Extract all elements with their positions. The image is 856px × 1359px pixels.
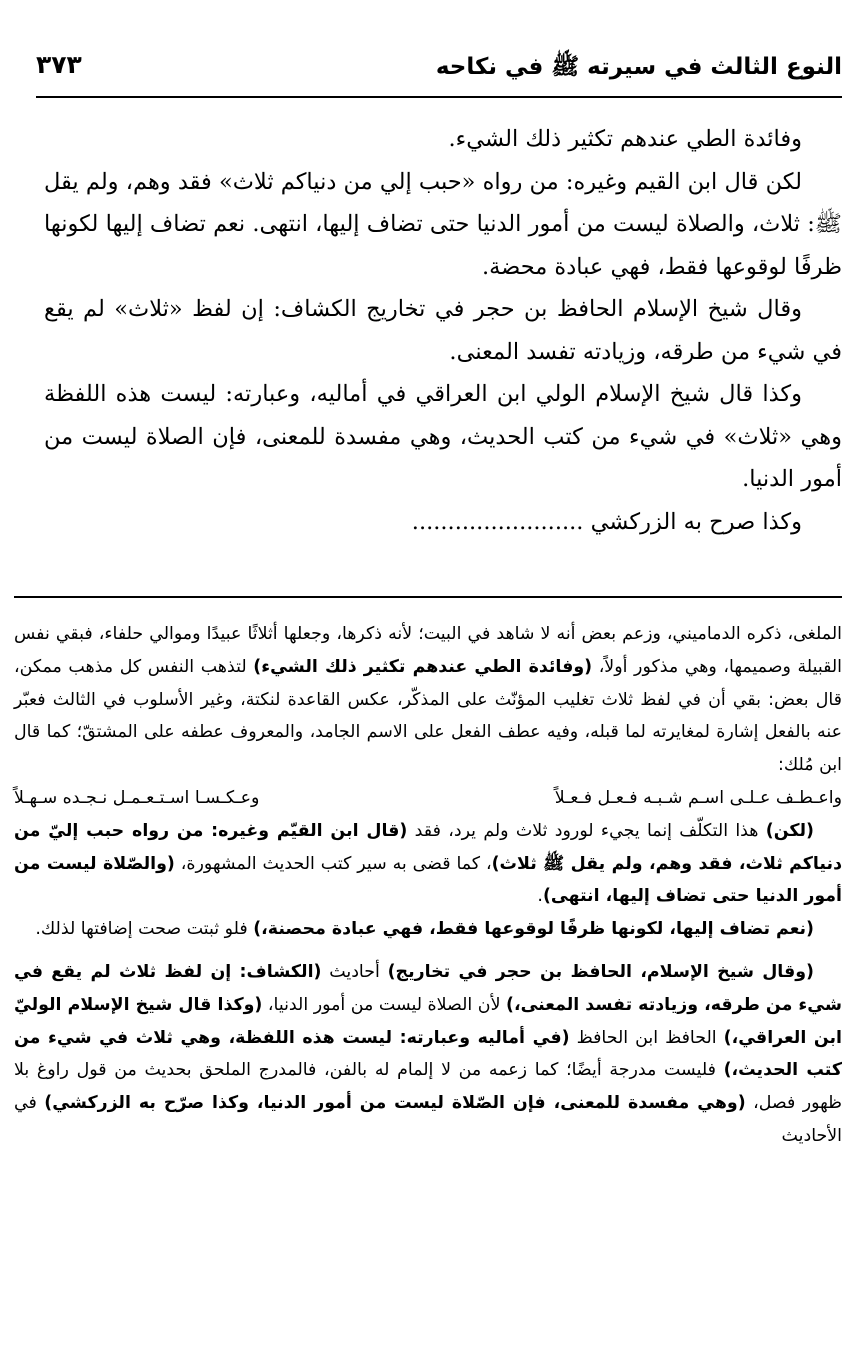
quoted-main-text: (وكذا قال شيخ الإسلام الوليّ ابن العراقي،) — [14, 994, 843, 1048]
commentary-text-run: الحافظ ابن الحافظ — [569, 1027, 724, 1048]
quoted-main-text: (نعم تضاف إليها، لكونها ظرفًا لوقوعها فقط، فهي عبادة محصنة،) — [253, 919, 814, 940]
quoted-main-text: (في أماليه وعبارته: ليست هذه اللفظة، وهي ثلاث في شيء من كتب الحديث،) — [14, 1027, 842, 1081]
commentary-text-run: لأن الصلاة ليست من أمور الدنيا، — [262, 994, 507, 1015]
main-paragraph-2: لكن قال ابن القيم وغيره: من رواه «حبب إلي من دنياكم ثلاث» فقد وهم، ولم يقل ﷺ: ثلاث، والصلاة ليست من أمور الدنيا حتى تضاف إليها، انتهى. نعم تضاف إليها لكونها ظرفًا لوقوعها فقط، فهي عبادة محضة. — [44, 168, 842, 280]
main-paragraph-5 — [44, 501, 842, 544]
verse-first-hemistich: واعـطـف عـلـى اسـم شـبـه فـعـل فـعـلاً — [554, 787, 842, 808]
commentary-text-run: الملغى، ذكره الدماميني، وزعم بعض أنه لا شاهد في البيت؛ لأنه ذكرها، وجعلها أثلاثًا عبيدًا وموالي حلفاء، فبقي نفس القبيلة وصميمها، وهي مذكور أولاً، — [14, 624, 842, 677]
page-number: ٣٧٣ — [36, 50, 82, 79]
commentary-text-run: . — [537, 886, 543, 907]
quoted-main-text: (وهي مفسدة للمعنى، فإن الصّلاة ليست من أمور الدنيا، وكذا صرّح به الزركشي) — [44, 1093, 746, 1114]
commentary-text-run: فليست مدرجة أيضًا؛ كما زعمه من لا إلمام له بالفن، فالمدرج الملحق بحديث من قول راوغ بلا ظهور فصل، — [14, 1060, 842, 1114]
quoted-main-text: (قال ابن القيّم وغيره: من رواه حبب إليّ من دنياكم ثلاث، فقد وهم، ولم يقل ﷺ ثلاث) — [14, 820, 842, 874]
commentary-text-run: لتذهب النفس كل مذهب ممكن، قال بعض: بقي أن في لفظ ثلاث تغليب المؤنّث على المذكّر، عكس القاعدة لنكتة، وغير الأسلوب في الثالث فعبّر عنه بالفعل إشارة لمغايرته لما قبله، وفيه عطف الفعل على الاسم الجامد، والمعروف عطفه على المشتقّ؛ كما قال ابن مُلك: — [14, 656, 842, 776]
commentary-text — [14, 618, 842, 1353]
quoted-main-text: (الكشاف: إن لفظ ثلاث لم يقع في شيء من طرقه، وزيادته تفسد المعنى،) — [14, 961, 842, 1015]
main-paragraph-3: وقال شيخ الإسلام الحافظ بن حجر في تخاريج الكشاف: إن لفظ «ثلاث» لم يقع في شيء من طرقه، وزيادته تفسد المعنى. — [44, 296, 842, 365]
commentary-text-run: في الأحاديث — [14, 1093, 842, 1146]
header-rule — [36, 96, 842, 98]
main-paragraph-4: وكذا قال شيخ الإسلام الولي ابن العراقي في أماليه، وعبارته: ليست هذه اللفظة وهي «ثلاث» في شيء من كتب الحديث، وهي مفسدة للمعنى، فإن الصلاة ليست من أمور الدنيا. — [44, 381, 842, 492]
commentary-paragraph-4 — [14, 956, 842, 1153]
continuation-dots: ........................ — [411, 508, 584, 535]
quoted-main-text: (لكن) — [765, 820, 814, 841]
main-paragraph-1: وفائدة الطي عندهم تكثير ذلك الشيء. — [448, 126, 802, 152]
commentary-paragraph-3 — [14, 913, 842, 946]
page-header — [36, 42, 842, 94]
quoted-main-text: (والصّلاة ليست من أمور الدنيا حتى تضاف إليها، انتهى) — [14, 853, 842, 907]
running-title: النوع الثالث في سيرته ﷺ في نكاحه — [435, 54, 842, 80]
main-text — [44, 118, 842, 580]
commentary-paragraph-2 — [14, 815, 842, 913]
poetry-verse — [14, 782, 842, 815]
commentary-text-run: فلو ثبتت صحت إضافتها لذلك. — [35, 919, 254, 940]
paragraph-gap — [14, 946, 842, 956]
quoted-main-text: (وفائدة الطي عندهم تكثير ذلك الشيء) — [253, 656, 593, 677]
commentary-rule — [14, 596, 842, 598]
commentary-text-run: هذا التكلّف إنما يجيء لورود ثلاث ولم يرد، فقد — [407, 820, 766, 841]
commentary-text-run: ، كما قضى به سير كتب الحديث المشهورة، — [174, 853, 492, 874]
commentary-paragraph-1 — [14, 618, 842, 782]
commentary-text-run: أحاديث — [321, 961, 388, 982]
quoted-main-text: (وقال شيخ الإسلام، الحافظ بن حجر في تخاريج) — [387, 961, 814, 982]
main-paragraph-5-text: وكذا صرح به الزركشي — [590, 508, 802, 535]
verse-second-hemistich: وعـكـسـا اسـتـعـمـل نـجـده سـهـلاً — [14, 787, 260, 808]
